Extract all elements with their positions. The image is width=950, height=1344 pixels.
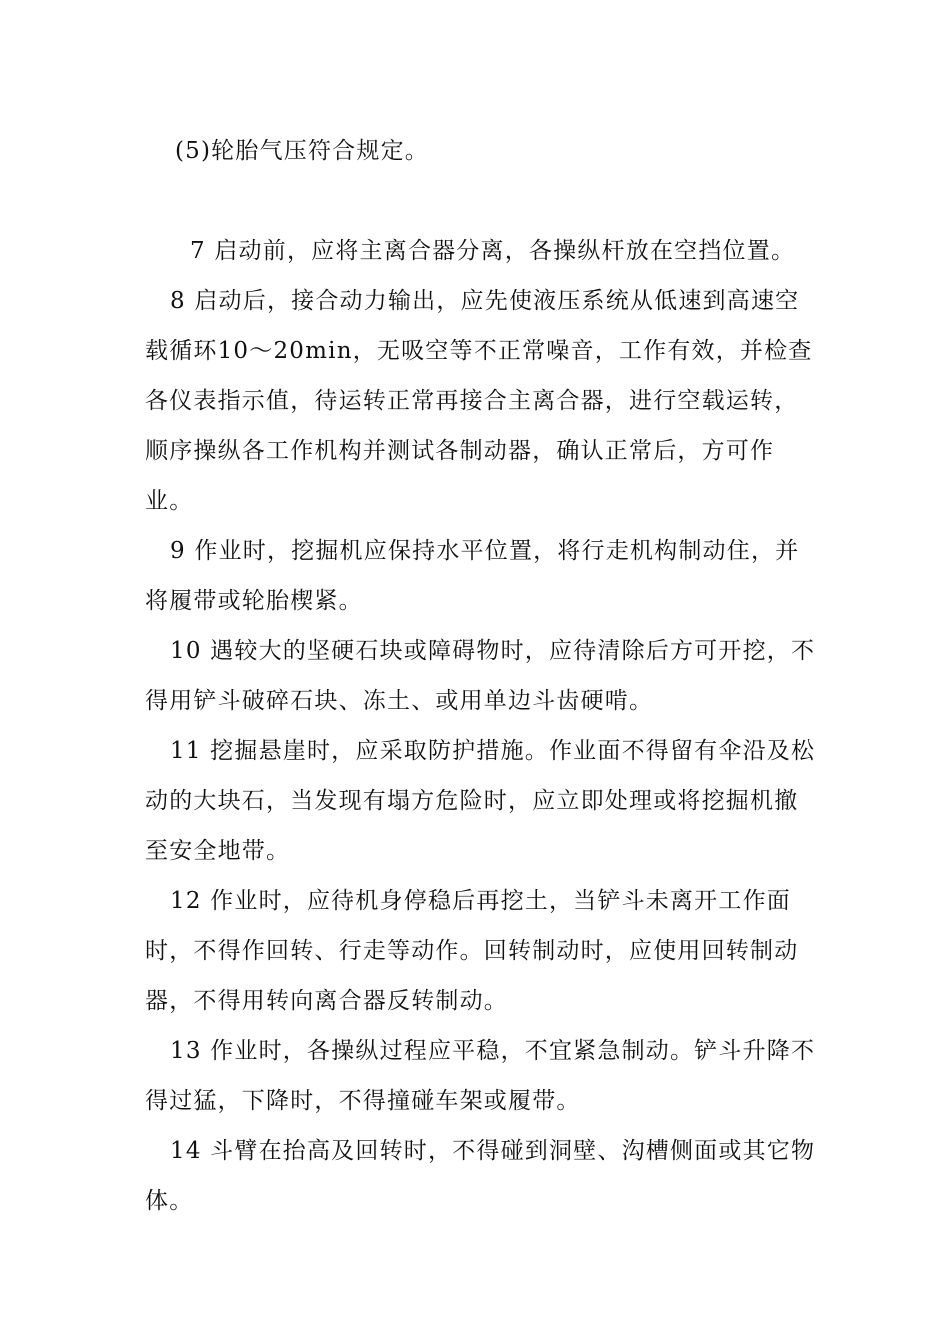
text-line: 11 挖掘悬崖时，应采取防护措施。作业面不得留有伞沿及松 bbox=[170, 738, 816, 764]
text-line: 动的大块石，当发现有塌方危险时，应立即处理或将挖掘机撤 bbox=[145, 788, 799, 814]
text-line: 14 斗臂在抬高及回转时，不得碰到洞壁、沟槽侧面或其它物 bbox=[170, 1138, 816, 1164]
text-line: 得过猛，下降时，不得撞碰车架或履带。 bbox=[145, 1088, 581, 1114]
text-line: 至安全地带。 bbox=[145, 838, 291, 864]
text-line: 12 作业时，应待机身停稳后再挖土，当铲斗未离开工作面 bbox=[170, 888, 791, 914]
text-line: 载循环10～20min，无吸空等不正常噪音，工作有效，并检查 bbox=[145, 338, 813, 364]
text-line: 13 作业时，各操纵过程应平稳，不宜紧急制动。铲斗升降不 bbox=[170, 1038, 816, 1064]
text-line: (5)轮胎气压符合规定。 bbox=[175, 138, 429, 164]
text-line: 9 作业时，挖掘机应保持水平位置，将行走机构制动住，并 bbox=[170, 538, 800, 564]
text-line: 时，不得作回转、行走等动作。回转制动时，应使用回转制动 bbox=[145, 938, 799, 964]
text-line: 将履带或轮胎楔紧。 bbox=[145, 588, 363, 614]
text-line: 10 遇较大的坚硬石块或障碍物时，应待清除后方可开挖，不 bbox=[170, 638, 816, 664]
text-line: 7 启动前，应将主离合器分离，各操纵杆放在空挡位置。 bbox=[190, 238, 796, 264]
text-line: 8 启动后，接合动力输出，应先使液压系统从低速到高速空 bbox=[170, 288, 800, 314]
text-line: 得用铲斗破碎石块、冻土、或用单边斗齿硬啃。 bbox=[145, 688, 654, 714]
text-line: 业。 bbox=[145, 488, 194, 514]
text-line: 各仪表指示值，待运转正常再接合主离合器，进行空载运转， bbox=[145, 388, 799, 414]
text-line: 体。 bbox=[145, 1188, 194, 1214]
text-line: 器，不得用转向离合器反转制动。 bbox=[145, 988, 508, 1014]
text-line: 顺序操纵各工作机构并测试各制动器，确认正常后，方可作 bbox=[145, 438, 775, 464]
